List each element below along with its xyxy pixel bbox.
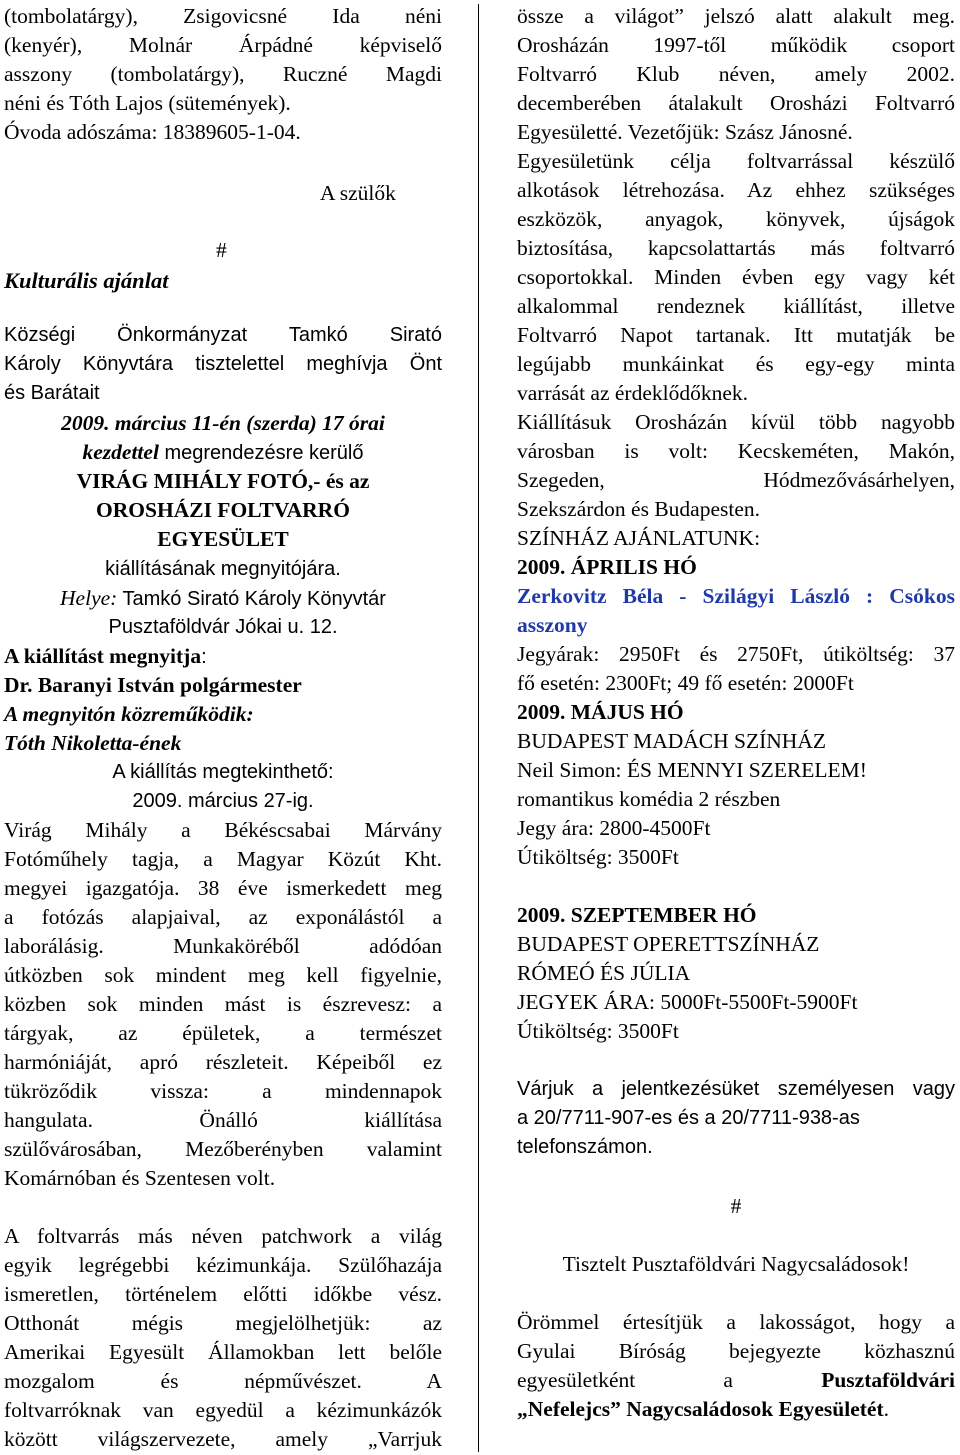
bio-line: a fotózás alapjaival, az exponálástól a bbox=[4, 905, 442, 929]
club-line: alkalommal rendeznek kiállítást, illetve bbox=[517, 294, 955, 318]
place bbox=[4, 584, 442, 613]
bio-line: harmóniáját, apró részleteit. Képeiből ez bbox=[4, 1050, 442, 1074]
patchwork-line: ismeretlen, történelem előtti időkbe vész. bbox=[4, 1282, 442, 1306]
club-line: decemberében átalakult Orosházi Foltvarró bbox=[517, 91, 955, 115]
club-line: Szegeden, Hódmezővásárhelyen, bbox=[517, 468, 955, 492]
club-line: varrását az érdeklődőknek. bbox=[517, 381, 749, 405]
bio-line: tárgyak, az épületek, a természet bbox=[4, 1021, 442, 1045]
event-time bbox=[4, 438, 442, 467]
event-time-rest: megrendezésre kerülő bbox=[158, 442, 364, 464]
bio-line: laborálásig. Munkaköréből adódóan bbox=[4, 934, 442, 958]
cooperation-name: Tóth Nikoletta-ének bbox=[4, 731, 182, 755]
exhibitor-line: VIRÁG MIHÁLY FOTÓ,- és az bbox=[76, 469, 370, 493]
club-line: legújabb munkáinkat és egy-egy minta bbox=[517, 352, 955, 376]
bio-line: tükröződik vissza: a mindennapok bbox=[4, 1079, 442, 1103]
patchwork-line: között világszervezete, amely „Varrjuk bbox=[4, 1427, 442, 1451]
club-line: Egyesületté. Vezetőjük: Szász Jánosné. bbox=[517, 120, 853, 144]
september-line: JEGYEK ÁRA: 5000Ft-5500Ft-5900Ft bbox=[517, 990, 858, 1014]
patchwork-line: foltvarróknak van egyedül a kézimunkázók bbox=[4, 1398, 442, 1422]
club-line: össze a világot” jelszó alatt alakult meg. bbox=[517, 4, 955, 28]
club-line: Foltvarró Klub néven, amely 2002. bbox=[517, 62, 955, 86]
opener-name: Dr. Baranyi István polgármester bbox=[4, 673, 302, 697]
september-line: BUDAPEST OPERETTSZÍNHÁZ bbox=[517, 932, 820, 956]
bio-line: Fotóműhely tagja, a Magyar Közút Kht. bbox=[4, 847, 442, 871]
september-line: Útiköltség: 3500Ft bbox=[517, 1019, 679, 1043]
cooperation-label: A megnyitón közreműködik: bbox=[4, 702, 254, 726]
apply-line: telefonszámon. bbox=[517, 1136, 653, 1158]
opening-of: kiállításának megnyitójára. bbox=[105, 558, 341, 580]
separator: # bbox=[216, 238, 227, 262]
column-divider bbox=[478, 4, 479, 1452]
section-title: Kulturális ajánlat bbox=[4, 268, 169, 293]
may-line: Jegy ára: 2800-4500Ft bbox=[517, 816, 711, 840]
separator: # bbox=[730, 1194, 742, 1218]
april-heading: 2009. ÁPRILIS HÓ bbox=[517, 555, 697, 579]
place-value: Tamkó Sirató Károly Könyvtár bbox=[117, 588, 386, 610]
theatre-heading: SZÍNHÁZ AJÁNLATUNK: bbox=[517, 526, 761, 550]
club-line: biztosítása, kapcsolattartás más foltvarró bbox=[517, 236, 955, 260]
association-bold: „Nefelejcs” Nagycsaládosok Egyesületét bbox=[517, 1397, 884, 1421]
club-line: Foltvarró Napot tartanak. Itt mutatják be bbox=[517, 323, 955, 347]
club-line: Orosházán 1997-től működik csoport bbox=[517, 33, 955, 57]
club-line: alkotások létrehozása. Az ehhez szükséges bbox=[517, 178, 955, 202]
intro-line: asszony (tombolatárgy), Ruczné Magdi bbox=[4, 62, 442, 86]
bio-line: közben sok minden mást is észrevesz: a bbox=[4, 992, 442, 1016]
announce-line: Örömmel értesítjük a lakosságot, hogy a bbox=[517, 1310, 955, 1334]
announce-line: Gyulai Bíróság bejegyezte közhasznú bbox=[517, 1339, 955, 1363]
opener-label: A kiállítást megnyitja bbox=[4, 644, 202, 668]
association-end: . bbox=[883, 1397, 890, 1421]
apply-line: Várjuk a jelentkezésüket személyesen vagy bbox=[517, 1078, 955, 1100]
club-line: Egyesületünk célja foltvarrással készülő bbox=[517, 149, 955, 173]
patchwork-line: Amerikai Egyesült Államokban lett belőle bbox=[4, 1340, 442, 1364]
opener-colon: : bbox=[201, 646, 207, 668]
exhibitor-line: OROSHÁZI FOLTVARRÓ bbox=[96, 498, 350, 522]
invite-line: Községi Önkormányzat Tamkó Sirató bbox=[4, 324, 442, 346]
bio-line: megyei igazgatója. 38 éve ismerkedett meg bbox=[4, 876, 442, 900]
invite-line: Károly Könyvtára tisztelettel meghívja Önt bbox=[4, 353, 442, 375]
may-line: Útiköltség: 3500Ft bbox=[517, 845, 679, 869]
may-line: BUDAPEST MADÁCH SZÍNHÁZ bbox=[517, 729, 826, 753]
intro-line: (kenyér), Molnár Árpádné képviselő bbox=[4, 33, 442, 57]
club-line: csoportokkal. Minden évben egy vagy két bbox=[517, 265, 955, 289]
april-tickets: fő esetén: 2300Ft; 49 fő esetén: 2000Ft bbox=[517, 671, 854, 695]
september-line: RÓMEÓ ÉS JÚLIA bbox=[517, 961, 691, 985]
announce-line bbox=[517, 1366, 955, 1395]
may-line: Neil Simon: ÉS MENNYI SZERELEM! bbox=[517, 758, 867, 782]
association-name bbox=[517, 1395, 955, 1424]
club-line: Szekszárdon és Budapesten. bbox=[517, 497, 760, 521]
bio-line: Virág Mihály a Békéscsabai Márvány bbox=[4, 818, 442, 842]
patchwork-line: egyik legrégebbi kézimunkája. Szülőhazája bbox=[4, 1253, 442, 1277]
opener bbox=[4, 642, 442, 671]
april-tickets: Jegyárak: 2950Ft és 2750Ft, útiköltség: 37 bbox=[517, 642, 955, 666]
club-line: Kiállításuk Orosházán kívül több nagyobb bbox=[517, 410, 955, 434]
club-line: városban is volt: Kecskeméten, Makón, bbox=[517, 439, 955, 463]
viewable: A kiállítás megtekinthető: bbox=[112, 761, 334, 783]
bio-line: Komárnóban és Szentesen volt. bbox=[4, 1166, 276, 1190]
patchwork-line: A foltvarrás más néven patchwork a világ bbox=[4, 1224, 442, 1248]
patchwork-line: Otthonát mégis megjelölhetjük: az bbox=[4, 1311, 442, 1335]
invite-line: és Barátait bbox=[4, 382, 100, 404]
place-label: Helye: bbox=[60, 586, 118, 610]
may-line: romantikus komédia 2 részben bbox=[517, 787, 781, 811]
club-line: eszközök, anyagok, könyvek, újságok bbox=[517, 207, 955, 231]
intro-line: Óvoda adószáma: 18389605-1-04. bbox=[4, 120, 301, 144]
september-heading: 2009. SZEPTEMBER HÓ bbox=[517, 903, 757, 927]
patchwork-line: mozgalom és népművészet. A bbox=[4, 1369, 442, 1393]
intro-line: (tombolatárgy), Zsigovicsné Ida néni bbox=[4, 4, 442, 28]
bio-line: útközben sok mindent meg kell figyelnie, bbox=[4, 963, 442, 987]
event-time-emphasis: kezdettel bbox=[82, 440, 159, 464]
bio-line: hangulata. Önálló kiállítása bbox=[4, 1108, 442, 1132]
greeting: Tisztelt Pusztaföldvári Nagycsaládosok! bbox=[562, 1252, 910, 1276]
exhibitor-line: EGYESÜLET bbox=[157, 527, 289, 551]
address: Pusztaföldvár Jókai u. 12. bbox=[108, 616, 338, 638]
announce-pre: egyesületként a bbox=[517, 1368, 822, 1392]
bio-line: szülővárosában, Mezőberényben valamint bbox=[4, 1137, 442, 1161]
apply-line: a 20/7711-907-es és a 20/7711-938-as bbox=[517, 1107, 860, 1129]
viewable-until: 2009. március 27-ig. bbox=[132, 790, 314, 812]
april-play-title: Zerkovitz Béla - Szilágyi László : Csókos bbox=[517, 584, 955, 608]
april-play-title: asszony bbox=[517, 613, 588, 637]
intro-line: néni és Tóth Lajos (sütemények). bbox=[4, 91, 291, 115]
may-heading: 2009. MÁJUS HÓ bbox=[517, 700, 684, 724]
event-date: 2009. március 11-én (szerda) 17 órai bbox=[61, 411, 385, 435]
signature: A szülők bbox=[320, 181, 396, 205]
announce-bold: Pusztaföldvári bbox=[821, 1368, 955, 1392]
